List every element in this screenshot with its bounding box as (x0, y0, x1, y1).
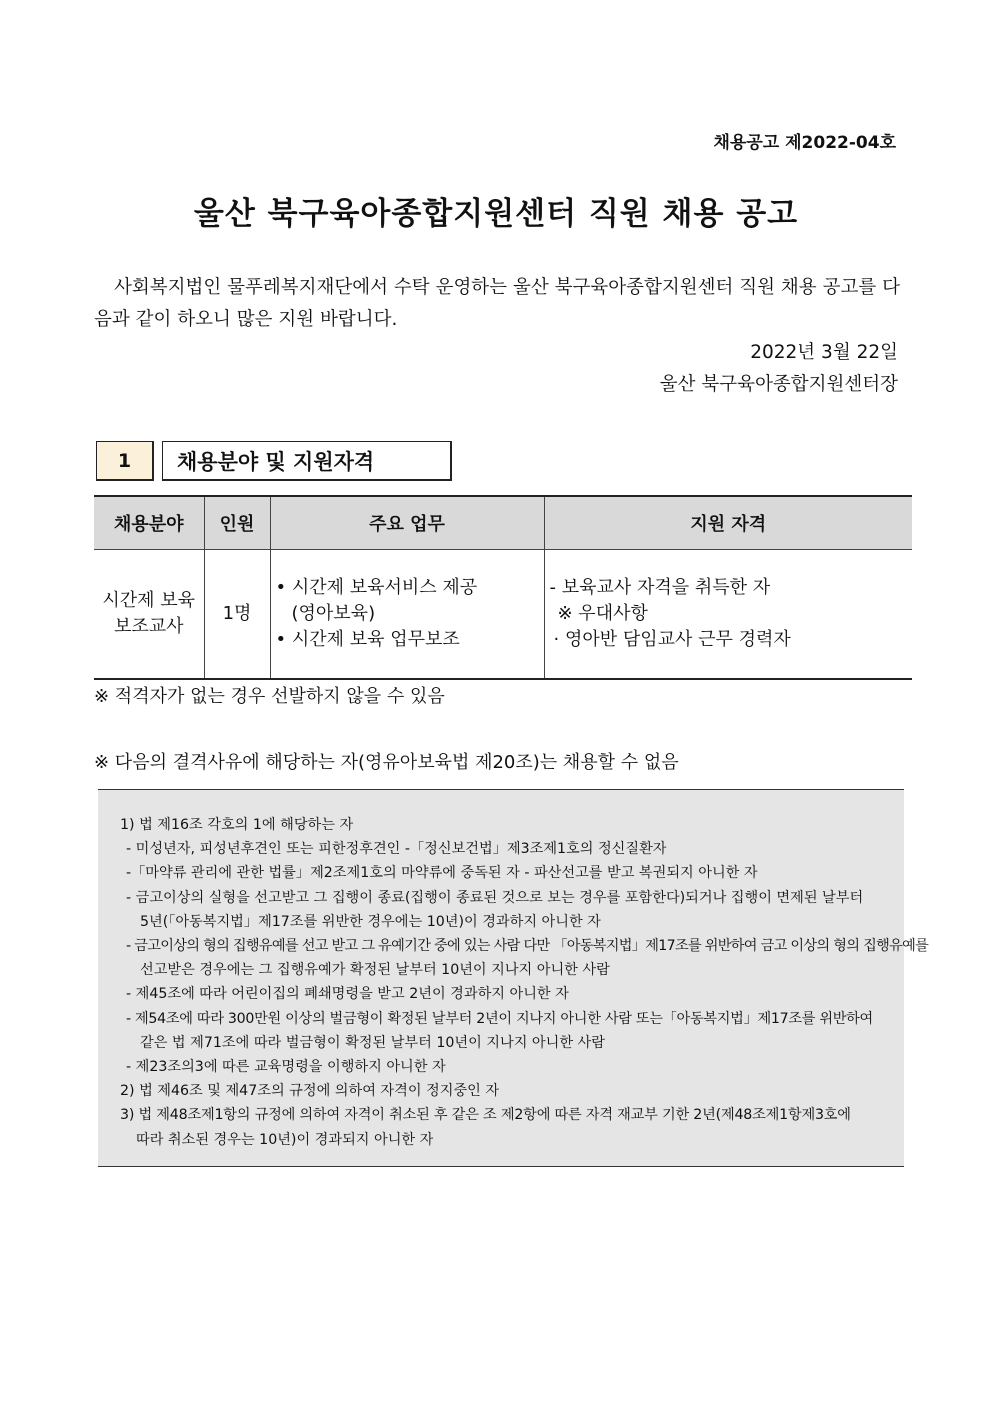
dq-item: 같은 법 제71조에 따라 벌금형이 확정된 날부터 10년이 지나지 아니한 사람 (140, 1034, 605, 1051)
qualification-item: ※ 우대사항 (557, 603, 648, 624)
signer: 울산 북구육아종합지원센터장 (659, 374, 898, 395)
cell-count: 1명 (204, 550, 270, 680)
dq-item: 선고받은 경우에는 그 집행유예가 확정된 날부터 10년이 지나지 아니한 사람 (140, 962, 610, 979)
dq-item: 3) 법 제48조제1항의 규정에 의하여 자격이 취소된 후 같은 조 제2항에 따른 자격 재교부 기한 2년(제48조제1항제3호에 (120, 1107, 851, 1124)
duty-item: • 시간제 보육서비스 제공 (275, 577, 478, 598)
qualification-item: - 보육교사 자격을 취득한 자 (549, 577, 771, 598)
dq-item: -「마약류 관리에 관한 법률」제2조제1호의 마약류에 중독된 자 - 파산선고를 받고 복권되지 아니한 자 (126, 865, 758, 882)
recruitment-table (94, 495, 912, 680)
dq-item: 2) 법 제46조 및 제47조의 규정에 의하여 자격이 정지중인 자 (120, 1083, 500, 1100)
dq-item: - 제23조의3에 따른 교육명령을 이행하지 아니한 자 (126, 1059, 446, 1076)
section-title: 채용분야 및 지원자격 (162, 441, 452, 481)
dq-item: - 미성년자, 피성년후견인 또는 피한정후견인 -「정신보건법」제3조제1호의 정신질환자 (126, 841, 667, 858)
dq-item: 1) 법 제16조 각호의 1에 해당하는 자 (120, 817, 354, 833)
header-field: 채용분야 (94, 496, 204, 550)
table-row (94, 550, 912, 680)
cell-duties (270, 550, 544, 680)
intro-paragraph: 사회복지법인 물푸레복지재단에서 수탁 운영하는 울산 북구육아종합지원센터 직원 채용 공고를 다음과 같이 하오니 많은 지원 바랍니다. (94, 277, 900, 330)
note-disqualification: ※ 다음의 결격사유에 해당하는 자(영유아보육법 제20조)는 채용할 수 없음 (94, 752, 679, 773)
duty-item: • 시간제 보육 업무보조 (275, 629, 460, 650)
document-number: 채용공고 제2022-04호 (713, 133, 896, 153)
dq-item: - 제54조에 따라 300만원 이상의 벌금형이 확정된 날부터 2년이 지나지 아니한 사람 또는「아동복지법」제17조를 위반하여 (126, 1010, 873, 1027)
header-duties: 주요 업무 (270, 496, 544, 550)
field-line: 보조교사 (113, 616, 184, 637)
dq-item: - 금고이상의 실형을 선고받고 그 집행이 종료(집행이 종료된 것으로 보는 경우를 포함한다)되거나 집행이 면제된 날부터 (126, 889, 864, 906)
dq-item: - 제45조에 따라 어린이집의 폐쇄명령을 받고 2년이 경과하지 아니한 자 (126, 986, 569, 1003)
announcement-date: 2022년 3월 22일 (750, 342, 898, 363)
qualification-item: · 영아반 담임교사 근무 경력자 (553, 629, 791, 650)
note-no-qualified: ※ 적격자가 없는 경우 선발하지 않을 수 있음 (94, 686, 445, 707)
dq-item: 따라 취소된 경우는 10년)이 경과되지 아니한 자 (136, 1131, 434, 1148)
dq-item: - 금고이상의 형의 집행유예를 선고 받고 그 유예기간 중에 있는 사람 다만 「아동복지법」제17조를 위반하여 금고 이상의 형의 집행유예를 (126, 938, 929, 955)
section-number: 1 (96, 441, 154, 481)
duty-item: (영아보육) (291, 603, 376, 624)
disqualification-box (98, 789, 929, 1167)
table-header-row (94, 496, 912, 550)
cell-qualifications (544, 550, 912, 680)
field-line: 시간제 보육 (102, 590, 196, 611)
dq-item: 5년(「아동복지법」제17조를 위반한 경우에는 10년)이 경과하지 아니한 자 (140, 913, 601, 930)
header-count: 인원 (204, 496, 270, 550)
page-title: 울산 북구육아종합지원센터 직원 채용 공고 (193, 196, 799, 232)
header-qualifications: 지원 자격 (544, 496, 912, 550)
cell-field (94, 550, 204, 680)
